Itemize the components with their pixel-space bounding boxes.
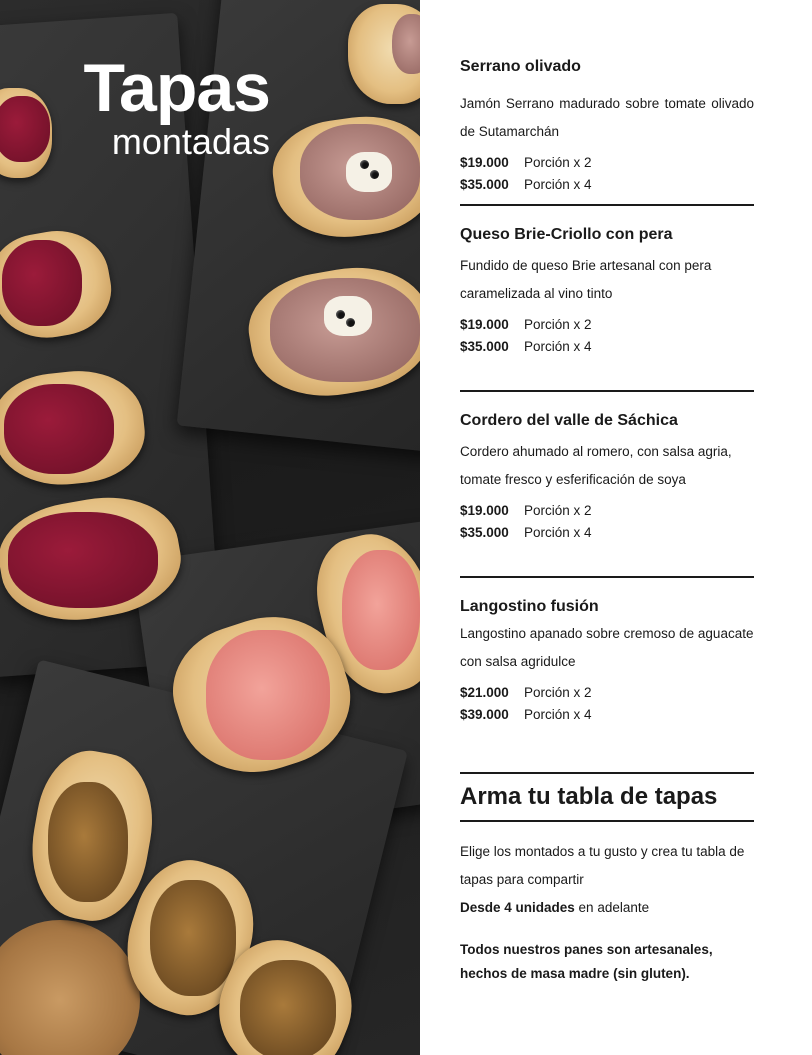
item-description: Cordero ahumado al romero, con salsa agria, tomate fresco y esferificación de soya — [460, 444, 732, 487]
price-amount: $21.000 — [460, 685, 509, 700]
price-list — [460, 152, 754, 196]
menu-item — [460, 578, 754, 762]
price-list — [460, 500, 754, 544]
cheese-dollop — [324, 296, 372, 336]
item-name: Queso Brie-Criollo con pera — [460, 226, 673, 243]
soy-pearl — [336, 310, 345, 319]
item-name: Cordero del valle de Sáchica — [460, 412, 678, 429]
soy-pearl — [370, 170, 379, 179]
beef-slice — [392, 14, 420, 74]
price-list — [460, 314, 754, 358]
bread-note: Todos nuestros panes son artesanales, hechos de masa madre (sin gluten). — [460, 942, 713, 981]
price-portion: Porción x 4 — [524, 177, 592, 192]
cheese-dollop — [346, 152, 392, 192]
price-amount: $35.000 — [460, 339, 509, 354]
beet-slice — [4, 384, 114, 474]
ham-slice — [342, 550, 420, 670]
hero-title-main: Tapas — [83, 50, 270, 126]
cta-title: Arma tu tabla de tapas — [460, 783, 718, 810]
price-list — [460, 682, 754, 726]
price-portion: Porción x 2 — [524, 317, 592, 332]
item-description: Fundido de queso Brie artesanal con pera caramelizada al vino tinto — [460, 258, 712, 301]
price-amount: $19.000 — [460, 503, 509, 518]
shrimp — [48, 782, 128, 902]
cta-highlight-rest: en adelante — [574, 900, 650, 915]
price-amount: $19.000 — [460, 155, 509, 170]
menu-item — [460, 206, 754, 390]
ham-slice — [206, 630, 330, 760]
item-description: Langostino apanado sobre cremoso de aguacate con salsa agridulce — [460, 626, 754, 669]
divider — [460, 820, 754, 822]
price-row — [460, 522, 754, 544]
price-row — [460, 174, 754, 196]
price-row — [460, 336, 754, 358]
shrimp — [240, 960, 336, 1055]
shrimp — [150, 880, 236, 996]
item-name: Serrano olivado — [460, 58, 581, 75]
beet-slice — [2, 240, 82, 326]
soy-pearl — [360, 160, 369, 169]
price-row — [460, 682, 754, 704]
price-portion: Porción x 4 — [524, 707, 592, 722]
item-name: Langostino fusión — [460, 598, 599, 615]
cta-text: Elige los montados a tu gusto y crea tu tabla de tapas para compartir — [460, 844, 745, 887]
price-portion: Porción x 4 — [524, 339, 592, 354]
beet-slice — [8, 512, 158, 608]
price-row — [460, 152, 754, 174]
price-amount: $35.000 — [460, 525, 509, 540]
beet-slice — [0, 96, 50, 162]
price-portion: Porción x 2 — [524, 155, 592, 170]
price-portion: Porción x 2 — [524, 685, 592, 700]
price-amount: $39.000 — [460, 707, 509, 722]
price-row — [460, 314, 754, 336]
price-amount: $35.000 — [460, 177, 509, 192]
menu-item — [460, 56, 754, 204]
price-amount: $19.000 — [460, 317, 509, 332]
hero-title — [72, 52, 270, 160]
menu-item — [460, 392, 754, 576]
price-row — [460, 704, 754, 726]
menu-list — [460, 56, 754, 986]
price-row — [460, 500, 754, 522]
price-portion: Porción x 4 — [524, 525, 592, 540]
price-portion: Porción x 2 — [524, 503, 592, 518]
cta-highlight — [460, 894, 754, 922]
item-description: Jamón Serrano madurado sobre tomate olivado de Sutamarchán — [460, 96, 754, 139]
hero-title-sub: montadas — [111, 121, 270, 162]
cta-highlight-bold: Desde 4 unidades — [460, 900, 575, 915]
soy-pearl — [346, 318, 355, 327]
